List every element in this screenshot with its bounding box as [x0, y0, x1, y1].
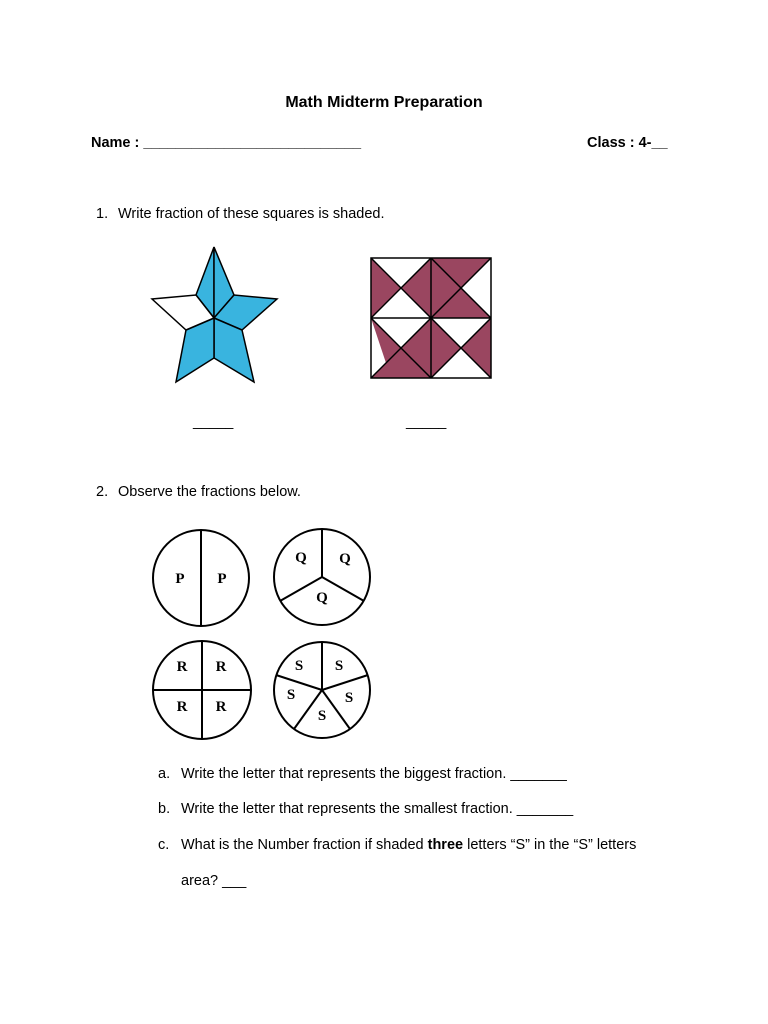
question-2b-label: b.	[158, 801, 171, 817]
question-2a-label: a.	[158, 766, 171, 782]
circle-p-letter: P	[217, 571, 227, 587]
question-2c-bold-word: three	[427, 837, 464, 853]
circle-s-letter: S	[317, 708, 327, 724]
class-field-line: Class : 4-__	[587, 135, 668, 151]
circle-q-letter: Q	[339, 551, 351, 567]
question-2c-text-before: What is the Number fraction if shaded	[181, 837, 428, 853]
question-2c-text-after: letters “S” in the “S” letters	[463, 837, 637, 853]
question-2a-text: Write the letter that represents the biggest fraction. _______	[181, 766, 567, 782]
circle-r-letter: R	[176, 699, 188, 715]
circle-q-letter: Q	[295, 550, 307, 566]
circle-r-letter: R	[215, 659, 227, 675]
question-2-text: Observe the fractions below.	[118, 484, 301, 500]
page-title: Math Midterm Preparation	[285, 94, 483, 111]
circle-s-letter: S	[294, 658, 304, 674]
question-1-text: Write fraction of these squares is shaded.	[118, 206, 385, 222]
question-2b	[158, 801, 573, 817]
question-2-number: 2.	[96, 484, 109, 500]
answer-blank-star[interactable]: _____	[193, 414, 234, 430]
question-2b-text: Write the letter that represents the smallest fraction. _______	[181, 801, 574, 817]
question-1-number: 1.	[96, 206, 109, 222]
circle-p-letter: P	[175, 571, 185, 587]
circle-s-letter: S	[286, 687, 296, 703]
circle-s-letter: S	[344, 690, 354, 706]
question-2c-line2: area? ___	[181, 873, 247, 889]
answer-blank-square[interactable]: _____	[406, 414, 447, 430]
question-2c-label: c.	[158, 837, 170, 853]
question-2c	[158, 837, 636, 853]
circle-s-letter: S	[334, 658, 344, 674]
circle-r-letter: R	[215, 699, 227, 715]
circle-r-letter: R	[176, 659, 188, 675]
circle-q-letter: Q	[316, 590, 328, 606]
question-2a	[158, 766, 567, 782]
name-field-line: Name : ___________________________	[91, 135, 362, 151]
